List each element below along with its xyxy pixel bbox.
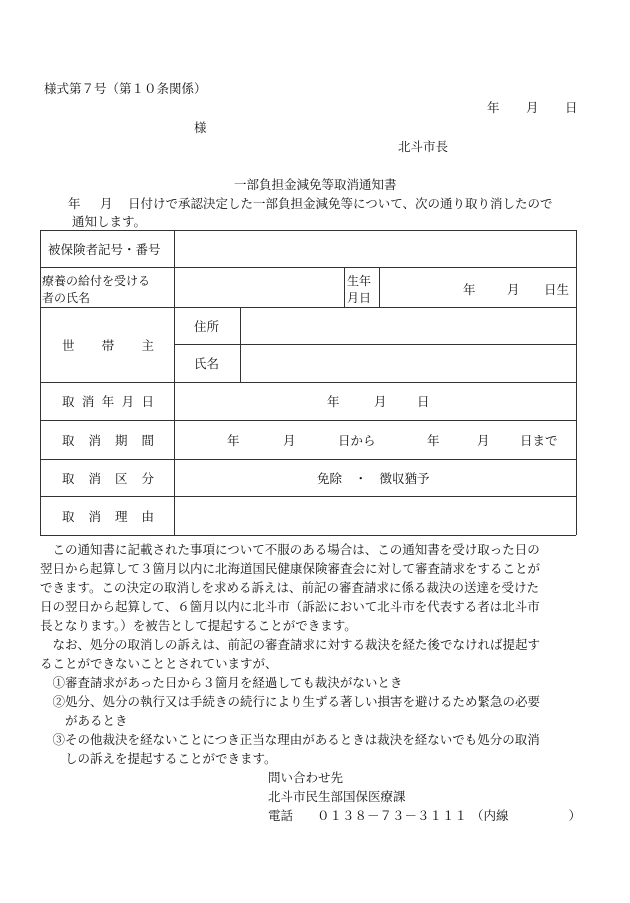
appeal-notice: この通知書に記載された事項について不服のある場合は、この通知書を受け取った日の 翌日から起算して３箇月以内に北海道国民健康保険審査会に対して審査請求をすることが できます。この決定の取消しを求める訴えは、前記の審査請求に係る裁決の送達を受けた 日の翌日から起算して、６箇月以内に北斗市（訴訟において北斗市を代表する者は北斗市 長となります。）を被告として提起することができます。 なお、処分の取消しの訴えは、前記の審査請求に対する裁決を経た後でなければ提起す ることができないこととされていますが、 ①審査請求があった日から３箇月を経過しても裁決がないとき ②処分、処分の執行又は手続きの続行により生ずる著しい損害を避けるため緊急の必要 があるとき ③その他裁決を経ないことにつき正当な理由があるときは裁決を経ないでも処分の取消 しの訴えを提起することができます。 [40, 540, 583, 768]
cancel-reason-label: 取 消 理 由 [62, 508, 154, 524]
exception-item-2: ②処分、処分の執行又は手続きの続行により生ずる著しい損害を避けるため緊急の必要 [52, 694, 541, 709]
household-head-label: 世 帯 主 [62, 337, 154, 353]
cancel-type-options: 免除 ・ 徴収猶予 [317, 470, 430, 486]
head-name-field[interactable] [241, 345, 575, 381]
exception-item-3: ③その他裁決を経ないことにつき正当な理由があるときは裁決を経ないでも処分の取消 [52, 732, 540, 747]
intro-text-cont: 通知します。 [72, 214, 147, 229]
insured-number-label: 被保険者記号・番号 [48, 241, 161, 257]
date-month-label: 月 [526, 100, 539, 115]
insured-number-field[interactable] [175, 231, 575, 266]
intro-year: 年 [68, 196, 81, 211]
cancel-reason-field[interactable] [175, 497, 575, 534]
address-field[interactable] [241, 308, 575, 343]
cancel-date-label: 取 消 年 月 日 [62, 394, 154, 409]
period-start-day: 日から [338, 432, 376, 448]
period-end-day: 日まで [520, 432, 558, 448]
exception-item-1: ①審査請求があった日から３箇月を経過しても裁決がないとき [52, 675, 403, 690]
extension-open: （内線 [470, 808, 509, 823]
cancel-period-label: 取 消 期 間 [62, 432, 154, 448]
form-table [40, 230, 576, 535]
period-end-year: 年 [427, 432, 440, 448]
cancel-type-label: 取 消 区 分 [62, 470, 154, 486]
period-end-month: 月 [477, 432, 490, 448]
phone-number: ０１３８－７３－３１１１ [316, 808, 467, 823]
name-label: 氏名 [194, 356, 220, 371]
extension-close: ） [568, 808, 581, 823]
birth-day-label: 日生 [544, 282, 570, 297]
birth-year-label: 年 [463, 282, 476, 297]
contact-phone [268, 806, 581, 825]
period-start-year: 年 [227, 432, 240, 448]
phone-label: 電話 [268, 808, 294, 823]
intro-text: 日付けで承認決定した一部負担金減免等について、次の通り取り消したので [128, 196, 553, 211]
issuer: 北斗市長 [398, 139, 449, 154]
address-label: 住所 [194, 318, 220, 334]
contact-department: 北斗市民生部国保医療課 [268, 789, 406, 804]
period-start-month: 月 [283, 432, 296, 448]
cancel-month-label: 月 [374, 394, 387, 409]
cancel-year-label: 年 [327, 394, 340, 409]
birth-month-label: 月 [507, 282, 520, 297]
intro-month: 月 [100, 196, 113, 211]
form-number: 様式第７号（第１０条関係） [44, 81, 207, 96]
recipient-name-field[interactable] [175, 268, 343, 306]
document-title: 一部負担金減免等取消通知書 [234, 177, 397, 192]
recipient-name-label-line1: 療養の給付を受ける [42, 274, 151, 288]
date-year-label: 年 [487, 100, 500, 115]
addressee-suffix: 様 [194, 120, 207, 135]
recipient-name-label-line2: 者の氏名 [42, 291, 91, 305]
cancel-day-label: 日 [417, 394, 430, 409]
contact-heading: 問い合わせ先 [268, 770, 344, 785]
date-day-label: 日 [565, 100, 578, 115]
birth-date-label-line2: 月日 [347, 291, 372, 305]
birth-date-label-line1: 生年 [347, 274, 372, 288]
